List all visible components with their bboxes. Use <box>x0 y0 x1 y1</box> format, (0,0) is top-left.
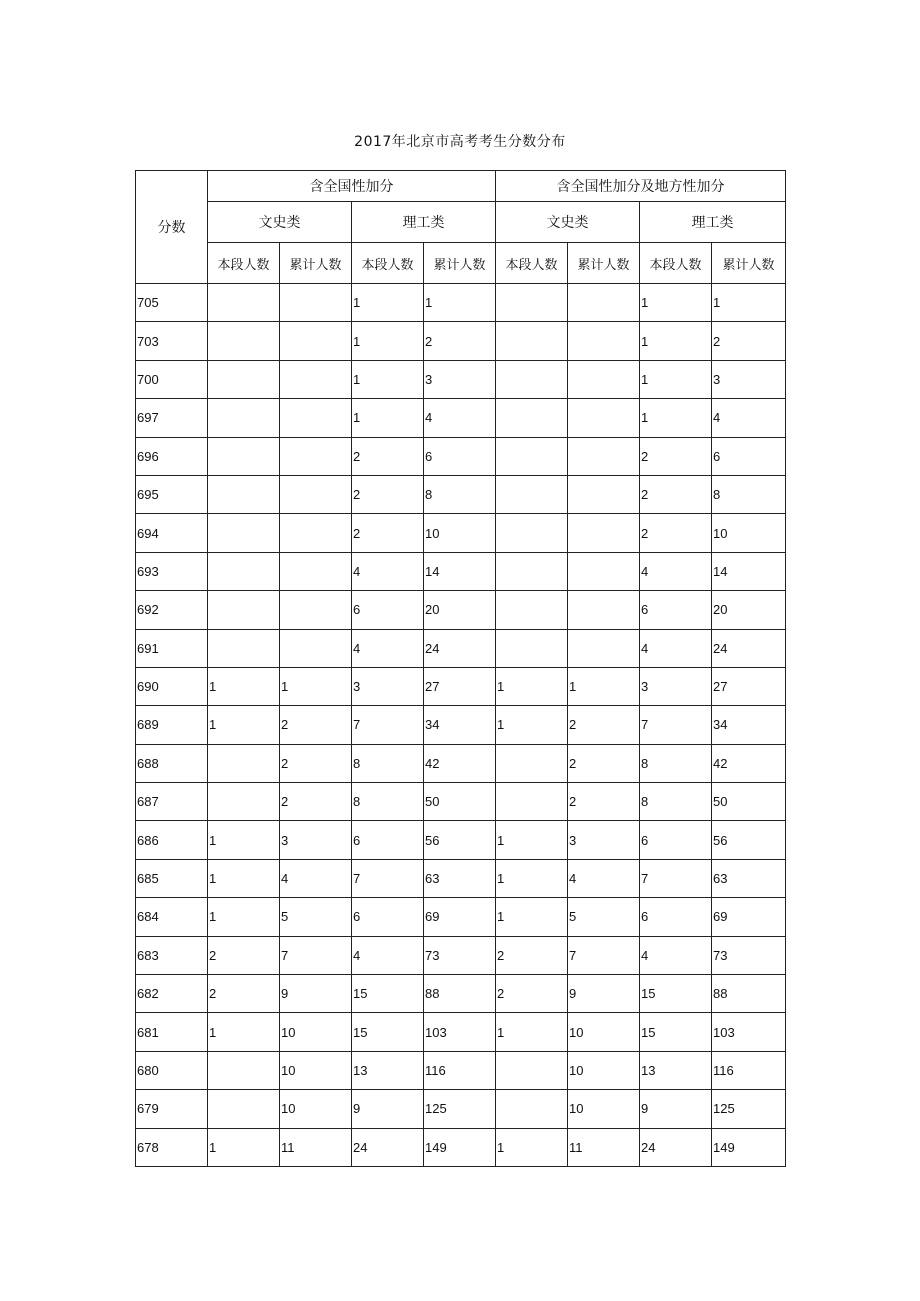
table-cell: 5 <box>568 898 640 936</box>
table-cell <box>208 1090 280 1128</box>
column-header-cumulative-count: 累计人数 <box>568 243 640 284</box>
table-row <box>136 475 786 513</box>
table-row <box>136 783 786 821</box>
table-cell: 10 <box>280 1090 352 1128</box>
table-cell: 1 <box>208 1128 280 1166</box>
table-cell: 1 <box>424 284 496 322</box>
table-cell: 103 <box>424 1013 496 1051</box>
column-header-segment-count: 本段人数 <box>640 243 712 284</box>
table-cell: 27 <box>712 667 786 705</box>
table-cell: 7 <box>352 859 424 897</box>
table-cell: 2 <box>568 783 640 821</box>
table-cell: 2 <box>208 936 280 974</box>
table-cell: 42 <box>424 744 496 782</box>
table-cell: 6 <box>640 821 712 859</box>
table-cell: 9 <box>280 975 352 1013</box>
table-cell: 14 <box>424 552 496 590</box>
table-cell <box>208 591 280 629</box>
table-cell <box>208 475 280 513</box>
table-cell: 11 <box>568 1128 640 1166</box>
table-cell: 103 <box>712 1013 786 1051</box>
table-cell: 3 <box>424 360 496 398</box>
table-cell: 13 <box>640 1051 712 1089</box>
table-cell: 24 <box>424 629 496 667</box>
table-cell: 15 <box>640 1013 712 1051</box>
table-cell: 73 <box>424 936 496 974</box>
score-cell: 688 <box>136 744 208 782</box>
table-cell <box>496 514 568 552</box>
table-row <box>136 821 786 859</box>
table-cell: 9 <box>568 975 640 1013</box>
table-cell: 7 <box>640 706 712 744</box>
table-cell: 7 <box>352 706 424 744</box>
table-cell: 4 <box>640 552 712 590</box>
table-row <box>136 629 786 667</box>
table-cell: 8 <box>424 475 496 513</box>
table-cell: 2 <box>352 437 424 475</box>
table-row <box>136 859 786 897</box>
score-column-header: 分数 <box>136 171 208 284</box>
table-cell: 15 <box>352 975 424 1013</box>
table-cell: 2 <box>568 706 640 744</box>
table-cell: 10 <box>568 1013 640 1051</box>
table-cell: 4 <box>640 936 712 974</box>
table-cell: 1 <box>496 706 568 744</box>
table-cell: 2 <box>640 514 712 552</box>
table-cell: 6 <box>640 591 712 629</box>
table-cell: 1 <box>640 284 712 322</box>
score-cell: 682 <box>136 975 208 1013</box>
score-cell: 690 <box>136 667 208 705</box>
table-cell: 7 <box>280 936 352 974</box>
table-cell: 3 <box>712 360 786 398</box>
table-cell: 10 <box>280 1051 352 1089</box>
table-cell: 69 <box>712 898 786 936</box>
table-cell <box>496 783 568 821</box>
table-cell: 2 <box>496 975 568 1013</box>
table-cell: 149 <box>712 1128 786 1166</box>
table-cell: 1 <box>496 1128 568 1166</box>
table-cell: 6 <box>712 437 786 475</box>
table-cell: 2 <box>352 475 424 513</box>
score-cell: 689 <box>136 706 208 744</box>
table-cell: 56 <box>712 821 786 859</box>
table-cell <box>568 322 640 360</box>
table-cell <box>496 591 568 629</box>
table-cell: 5 <box>280 898 352 936</box>
table-cell: 6 <box>640 898 712 936</box>
table-cell: 1 <box>640 399 712 437</box>
table-cell <box>208 552 280 590</box>
score-cell: 678 <box>136 1128 208 1166</box>
table-cell <box>280 284 352 322</box>
table-cell <box>496 360 568 398</box>
header-row-groups <box>136 171 786 202</box>
score-cell: 679 <box>136 1090 208 1128</box>
table-cell <box>568 552 640 590</box>
table-cell <box>280 360 352 398</box>
table-cell: 1 <box>496 667 568 705</box>
score-cell: 696 <box>136 437 208 475</box>
table-cell: 1 <box>640 360 712 398</box>
score-cell: 697 <box>136 399 208 437</box>
table-cell: 1 <box>352 399 424 437</box>
table-body <box>136 284 786 1167</box>
table-cell: 1 <box>208 859 280 897</box>
table-cell <box>568 514 640 552</box>
table-cell: 6 <box>352 591 424 629</box>
table-cell: 50 <box>424 783 496 821</box>
table-cell: 2 <box>496 936 568 974</box>
table-cell: 1 <box>496 1013 568 1051</box>
table-cell <box>568 629 640 667</box>
table-row <box>136 1128 786 1166</box>
score-cell: 703 <box>136 322 208 360</box>
table-cell: 2 <box>424 322 496 360</box>
table-cell: 1 <box>712 284 786 322</box>
table-cell: 1 <box>496 821 568 859</box>
table-cell <box>208 514 280 552</box>
table-cell: 1 <box>496 859 568 897</box>
header-row-subjects <box>136 202 786 243</box>
table-cell: 63 <box>712 859 786 897</box>
score-cell: 693 <box>136 552 208 590</box>
table-cell: 3 <box>640 667 712 705</box>
table-cell: 8 <box>352 744 424 782</box>
table-cell <box>496 1090 568 1128</box>
table-cell: 2 <box>280 744 352 782</box>
table-cell <box>208 284 280 322</box>
table-cell: 1 <box>352 284 424 322</box>
table-row <box>136 514 786 552</box>
table-row <box>136 399 786 437</box>
table-cell: 7 <box>568 936 640 974</box>
table-cell <box>280 514 352 552</box>
table-cell <box>280 475 352 513</box>
table-row <box>136 284 786 322</box>
table-cell: 1 <box>496 898 568 936</box>
table-row <box>136 1090 786 1128</box>
table-cell: 63 <box>424 859 496 897</box>
group-header-national-bonus: 含全国性加分 <box>208 171 496 202</box>
table-cell: 50 <box>712 783 786 821</box>
table-cell <box>208 744 280 782</box>
table-cell: 2 <box>352 514 424 552</box>
table-cell <box>208 399 280 437</box>
score-distribution-table <box>135 170 786 1167</box>
table-row <box>136 591 786 629</box>
table-cell: 1 <box>352 360 424 398</box>
table-row <box>136 1051 786 1089</box>
table-row <box>136 706 786 744</box>
table-cell: 42 <box>712 744 786 782</box>
table-cell: 6 <box>352 898 424 936</box>
table-cell: 3 <box>352 667 424 705</box>
table-cell <box>208 437 280 475</box>
table-cell: 34 <box>424 706 496 744</box>
table-cell: 10 <box>568 1051 640 1089</box>
subgroup-header-science: 理工类 <box>352 202 496 243</box>
table-cell: 24 <box>640 1128 712 1166</box>
table-cell: 8 <box>352 783 424 821</box>
table-cell: 4 <box>568 859 640 897</box>
column-header-segment-count: 本段人数 <box>496 243 568 284</box>
table-cell: 9 <box>640 1090 712 1128</box>
table-cell: 27 <box>424 667 496 705</box>
table-cell: 73 <box>712 936 786 974</box>
score-cell: 691 <box>136 629 208 667</box>
score-cell: 684 <box>136 898 208 936</box>
table-cell: 125 <box>424 1090 496 1128</box>
table-cell: 1 <box>568 667 640 705</box>
table-cell <box>280 437 352 475</box>
table-cell <box>208 322 280 360</box>
table-cell: 1 <box>640 322 712 360</box>
table-cell <box>208 360 280 398</box>
table-row <box>136 744 786 782</box>
table-cell: 4 <box>712 399 786 437</box>
table-row <box>136 1013 786 1051</box>
header-row-columns <box>136 243 786 284</box>
table-cell <box>496 284 568 322</box>
table-cell: 4 <box>280 859 352 897</box>
table-cell: 1 <box>208 821 280 859</box>
subgroup-header-liberal-arts: 文史类 <box>208 202 352 243</box>
table-cell <box>568 399 640 437</box>
table-cell: 10 <box>424 514 496 552</box>
score-cell: 695 <box>136 475 208 513</box>
table-row <box>136 667 786 705</box>
table-cell: 1 <box>208 667 280 705</box>
column-header-segment-count: 本段人数 <box>352 243 424 284</box>
table-cell: 8 <box>712 475 786 513</box>
table-cell: 10 <box>568 1090 640 1128</box>
table-cell <box>568 591 640 629</box>
table-cell: 88 <box>712 975 786 1013</box>
table-cell: 7 <box>640 859 712 897</box>
table-cell: 4 <box>640 629 712 667</box>
table-cell: 116 <box>424 1051 496 1089</box>
table-cell: 2 <box>640 437 712 475</box>
score-cell: 705 <box>136 284 208 322</box>
table-cell <box>208 629 280 667</box>
table-cell: 11 <box>280 1128 352 1166</box>
table-cell <box>496 322 568 360</box>
table-cell: 3 <box>280 821 352 859</box>
table-cell <box>280 629 352 667</box>
table-cell: 4 <box>352 629 424 667</box>
table-cell: 116 <box>712 1051 786 1089</box>
table-cell <box>496 552 568 590</box>
score-cell: 694 <box>136 514 208 552</box>
column-header-cumulative-count: 累计人数 <box>712 243 786 284</box>
table-cell <box>568 284 640 322</box>
table-cell: 1 <box>208 898 280 936</box>
score-cell: 685 <box>136 859 208 897</box>
table-row <box>136 437 786 475</box>
column-header-segment-count: 本段人数 <box>208 243 280 284</box>
table-cell: 6 <box>424 437 496 475</box>
table-cell: 20 <box>712 591 786 629</box>
table-cell: 149 <box>424 1128 496 1166</box>
table-cell <box>496 629 568 667</box>
table-cell: 2 <box>280 706 352 744</box>
page-title: 2017年北京市高考考生分数分布 <box>354 134 566 150</box>
table-cell: 2 <box>712 322 786 360</box>
table-cell: 125 <box>712 1090 786 1128</box>
score-cell: 692 <box>136 591 208 629</box>
table-cell: 4 <box>352 552 424 590</box>
table-cell <box>568 437 640 475</box>
table-row <box>136 898 786 936</box>
table-cell: 14 <box>712 552 786 590</box>
table-cell: 2 <box>568 744 640 782</box>
table-row <box>136 552 786 590</box>
table-cell: 4 <box>424 399 496 437</box>
table-cell: 15 <box>640 975 712 1013</box>
group-header-national-and-local-bonus: 含全国性加分及地方性加分 <box>496 171 786 202</box>
score-cell: 686 <box>136 821 208 859</box>
table-cell <box>280 552 352 590</box>
score-cell: 681 <box>136 1013 208 1051</box>
score-cell: 687 <box>136 783 208 821</box>
score-cell: 700 <box>136 360 208 398</box>
table-cell <box>208 783 280 821</box>
table-cell: 69 <box>424 898 496 936</box>
table-cell: 2 <box>280 783 352 821</box>
column-header-cumulative-count: 累计人数 <box>424 243 496 284</box>
table-cell: 9 <box>352 1090 424 1128</box>
table-cell <box>568 360 640 398</box>
table-cell: 1 <box>208 1013 280 1051</box>
table-cell: 8 <box>640 783 712 821</box>
table-cell <box>496 475 568 513</box>
table-cell: 15 <box>352 1013 424 1051</box>
table-cell <box>496 1051 568 1089</box>
table-cell <box>280 591 352 629</box>
table-cell: 1 <box>208 706 280 744</box>
table-row <box>136 322 786 360</box>
table-cell: 13 <box>352 1051 424 1089</box>
table-cell: 10 <box>280 1013 352 1051</box>
table-cell: 56 <box>424 821 496 859</box>
table-cell: 2 <box>640 475 712 513</box>
table-cell: 3 <box>568 821 640 859</box>
table-cell <box>568 475 640 513</box>
table-cell: 6 <box>352 821 424 859</box>
table-cell: 4 <box>352 936 424 974</box>
table-cell: 34 <box>712 706 786 744</box>
table-cell: 1 <box>280 667 352 705</box>
table-cell <box>496 744 568 782</box>
table-cell <box>496 399 568 437</box>
table-row <box>136 975 786 1013</box>
table-row <box>136 936 786 974</box>
table-cell <box>280 399 352 437</box>
table-cell: 20 <box>424 591 496 629</box>
table-cell: 24 <box>712 629 786 667</box>
table-cell: 10 <box>712 514 786 552</box>
table-cell: 88 <box>424 975 496 1013</box>
subgroup-header-liberal-arts: 文史类 <box>496 202 640 243</box>
score-cell: 683 <box>136 936 208 974</box>
column-header-cumulative-count: 累计人数 <box>280 243 352 284</box>
subgroup-header-science: 理工类 <box>640 202 786 243</box>
table-cell: 2 <box>208 975 280 1013</box>
table-cell <box>208 1051 280 1089</box>
table-cell: 8 <box>640 744 712 782</box>
table-cell <box>280 322 352 360</box>
table-row <box>136 360 786 398</box>
table-cell <box>496 437 568 475</box>
table-cell: 24 <box>352 1128 424 1166</box>
score-cell: 680 <box>136 1051 208 1089</box>
table-cell: 1 <box>352 322 424 360</box>
